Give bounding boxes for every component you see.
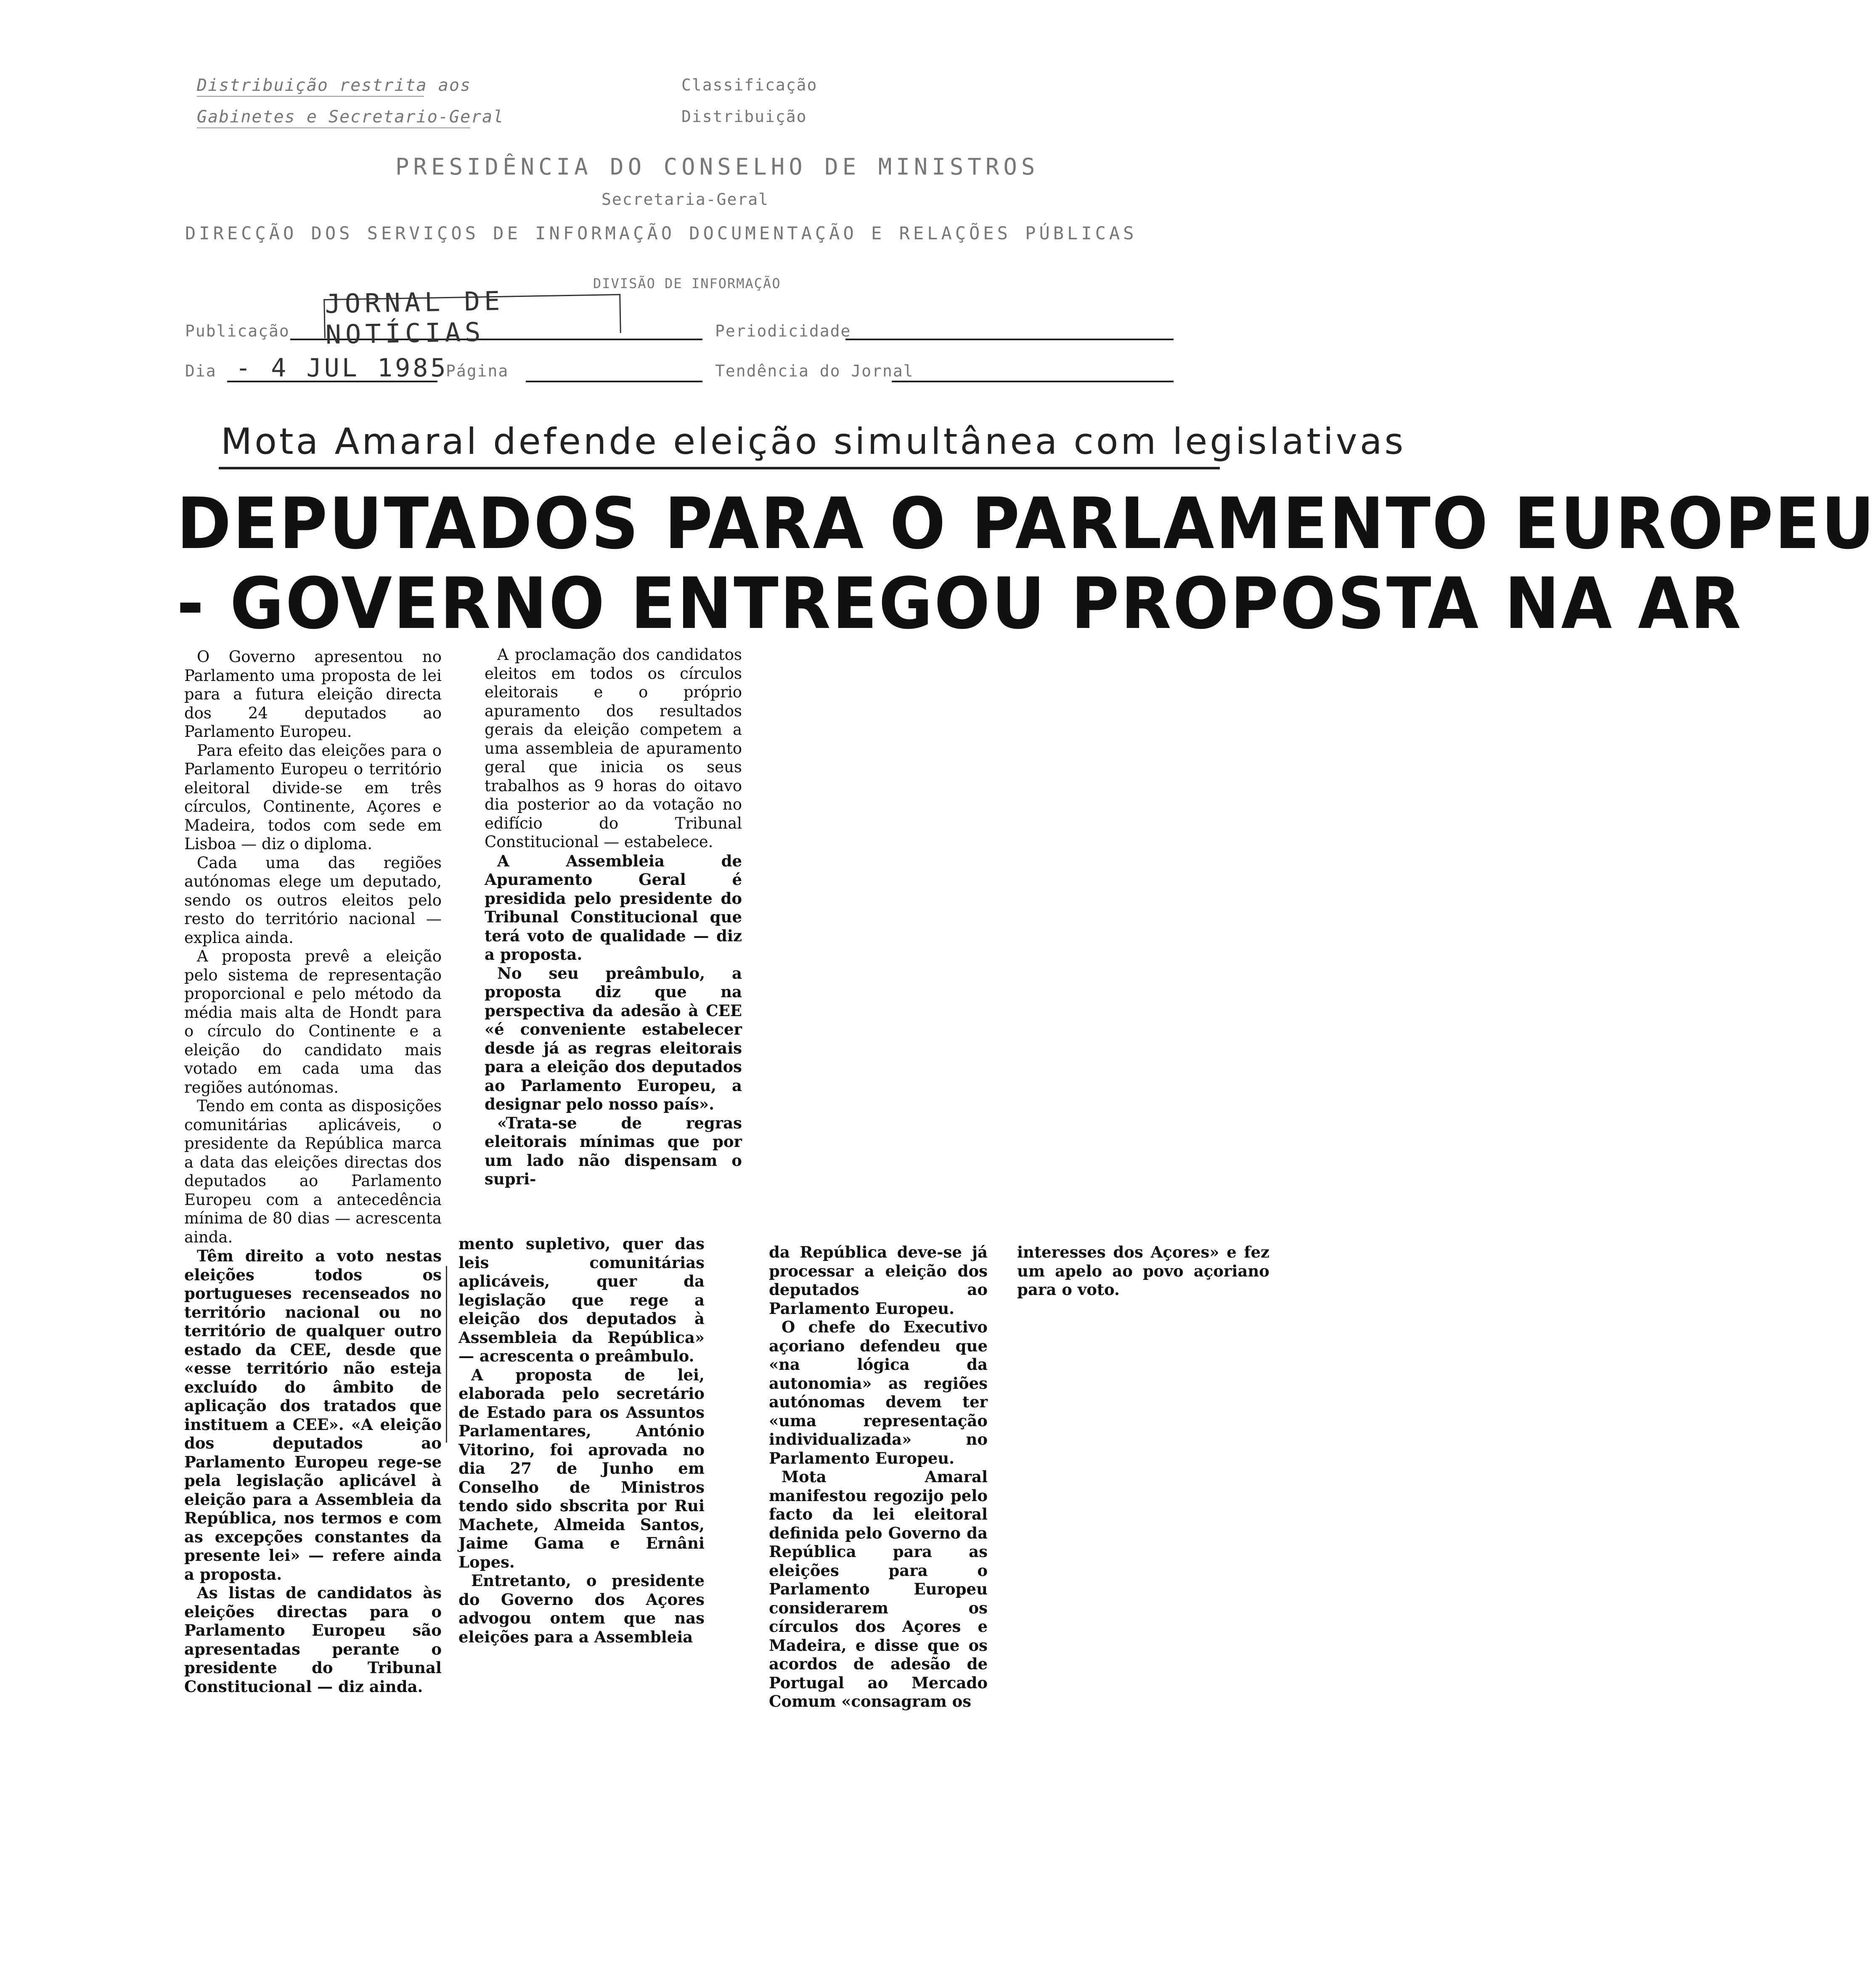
tendency-label: Tendência do Jornal [715,362,914,380]
paragraph: Têm direito a voto nestas eleições todos os portugueses recenseados no território nacional ou no território de qualquer outro estado da CEE, desde que «esse território não esteja excluído do âmbito de aplicação dos tratados que instituem a CEE». «A eleição dos deputados ao Parlamento Europeu rege-se pela legislação aplicável à eleição para a Assembleia da República, nos termos e com as excepções constantes da presente lei» — refere ainda a proposta. [184,1247,442,1584]
paragraph: Para efeito das eleições para o Parlamento Europeu o território eleitoral divide-se em três círculos, Continente, Açores e Madeira, todos com sede em Lisboa — diz o diploma. [184,741,442,853]
date-value: - 4 JUL 1985 [236,353,448,383]
secretariat-title: Secretaria-Geral [601,190,769,209]
periodicity-label: Periodicidade [715,322,851,340]
paragraph: A proposta prevê a eleição pelo sistema de representação proporcional e pelo método da média mais alta de Hondt para o círculo do Continente e a eleição do candidato mais votado em cada uma das regiões autónomas. [184,947,442,1096]
article-headline [177,482,1876,645]
paragraph: A proclamação dos candidatos eleitos em todos os círculos eleitorais e o próprio apuramento dos resultados gerais da eleição competem a uma assembleia de apuramento geral que inicia os seus trabalhos as 9 horas do oitavo dia posterior ao da votação no edifício do Tribunal Constitucional — estabelece. [485,646,742,851]
paragraph: As listas de candidatos às eleições directas para o Parlamento Europeu são apresentadas perante o presidente do Tribunal Constitucional — diz ainda. [184,1584,442,1696]
paragraph: mento supletivo, quer das leis comunitárias aplicáveis, quer da legislação que rege a eleição dos deputados à Assembleia da República» — acrescenta o preâmbulo. [458,1234,705,1365]
distribution-line2: Gabinetes e Secretario-Geral [197,107,504,127]
article-column-4 [769,1243,988,1711]
date-label: Dia [185,362,217,380]
paragraph: «Trata-se de regras eleitorais mínimas que por um lado não dispensam o supri- [485,1113,742,1188]
publication-label: Publicação [185,322,290,340]
publication-stamp: JORNAL DE NOTÍCIAS [323,294,621,338]
classification-label: Classificação [681,76,818,94]
paragraph: Mota Amaral manifestou regozijo pelo facto da lei eleitoral definida pelo Governo da República para as eleições para o Parlamento Europeu considerarem os círculos dos Açores e Madeira, e disse que os acordos de adesão de Portugal ao Mercado Comum «consagram os [769,1467,988,1711]
paragraph: A proposta de lei, elaborada pelo secretário de Estado para os Assuntos Parlamentares, António Vitorino, foi aprovada no dia 27 de Junho em Conselho de Ministros tendo sido sbscrita por Rui Machete, Almeida Santos, Jaime Gama e Ernâni Lopes. [458,1365,705,1571]
division-title: DIVISÃO DE INFORMAÇÃO [593,275,781,291]
headline-line-2: - GOVERNO ENTREGOU PROPOSTA NA AR [177,562,1743,645]
paragraph: O chefe do Executivo açoriano defendeu que «na lógica da autonomia» as regiões autónomas devem ter «uma representação individualizada» no Parlamento Europeu. [769,1318,988,1467]
article-column-1 [184,648,442,1696]
paragraph: A Assembleia de Apuramento Geral é presidida pelo presidente do Tribunal Constitucional que terá voto de qualidade — diz a proposta. [485,851,742,964]
paragraph: Entretanto, o presidente do Governo dos Açores advogou ontem que nas eleições para a Assembleia [458,1571,705,1646]
headline-line-1: DEPUTADOS PARA O PARLAMENTO EUROPEU [177,482,1876,565]
paragraph: Tendo em conta as disposições comunitárias aplicáveis, o presidente da República marca a data das eleições directas dos deputados ao Parlamento Europeu com a antecedência mínima de 80 dias — acrescenta ainda. [184,1097,442,1246]
article-column-3 [458,1234,705,1646]
paragraph: da República deve-se já processar a eleição dos deputados ao Parlamento Europeu. [769,1243,988,1318]
ministry-title: PRESIDÊNCIA DO CONSELHO DE MINISTROS [395,154,1039,180]
article-column-5 [1017,1243,1269,1299]
margin-mark [446,1266,447,1443]
article-kicker: Mota Amaral defende eleição simultânea com legislativas [221,421,1406,463]
paragraph: O Governo apresentou no Parlamento uma proposta de lei para a futura eleição directa dos 24 deputados ao Parlamento Europeu. [184,648,442,741]
directorate-title: DIRECÇÃO DOS SERVIÇOS DE INFORMAÇÃO DOCUMENTAÇÃO E RELAÇÕES PÚBLICAS [185,223,1137,244]
page-label: Página [446,362,509,380]
distribution-label: Distribuição [681,107,807,126]
paragraph: No seu preâmbulo, a proposta diz que na perspectiva da adesão à CEE «é conveniente estabelecer desde já as regras eleitorais para a eleição dos deputados ao Parlamento Europeu, a designar pelo nosso país». [485,964,742,1113]
distribution-line1: Distribuição restrita aos [197,76,472,95]
paragraph: Cada uma das regiões autónomas elege um deputado, sendo os outros eleitos pelo resto do território nacional — explica ainda. [184,853,442,947]
article-column-2 [485,646,742,1189]
kicker-divider [219,467,1220,469]
paragraph: interesses dos Açores» e fez um apelo ao povo açoriano para o voto. [1017,1243,1269,1299]
